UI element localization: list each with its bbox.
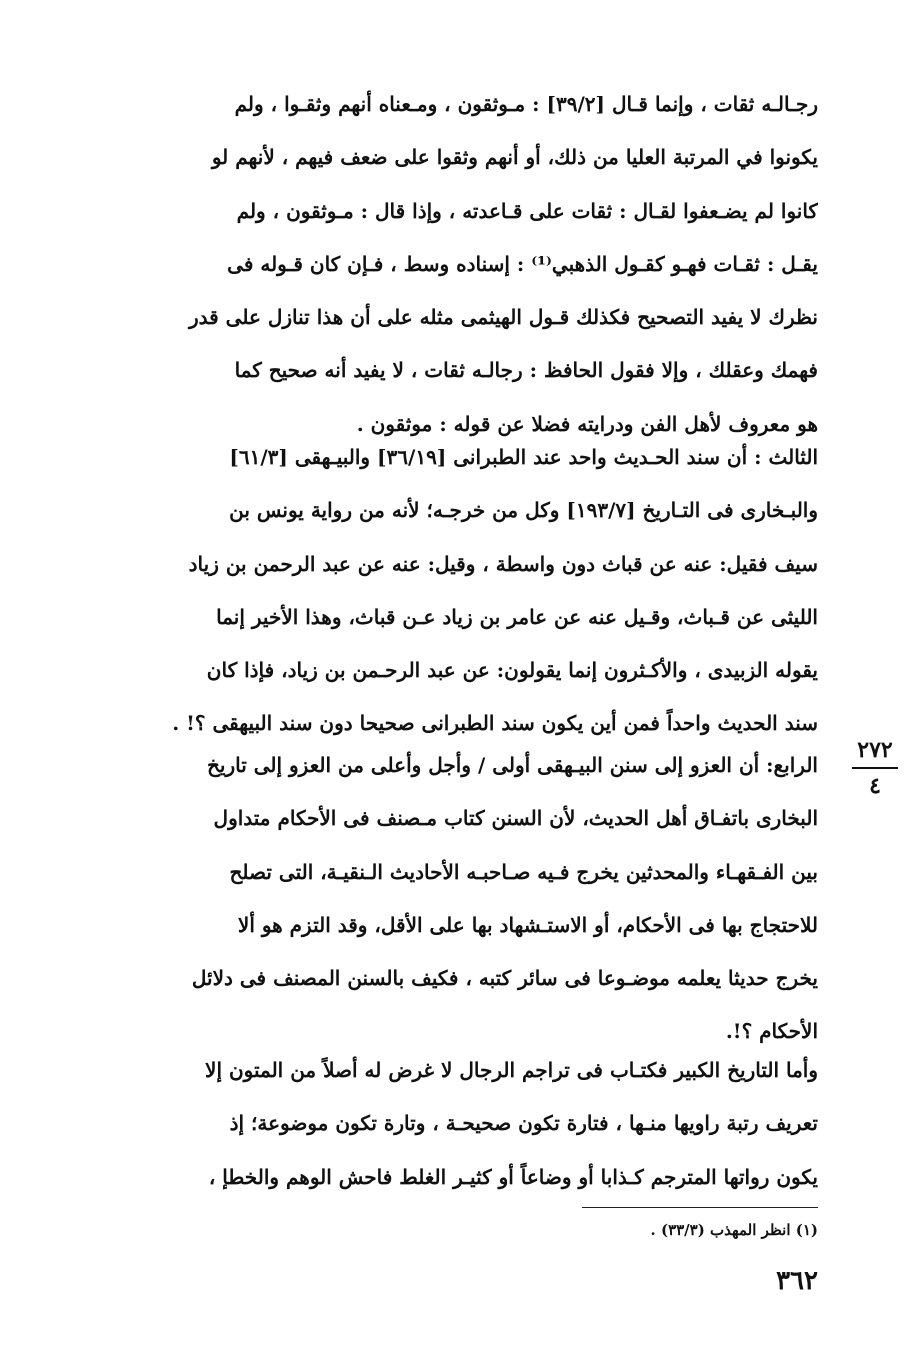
paragraph-3 bbox=[112, 739, 818, 1059]
text-line: هو معروف لأهل الفن ودرايته فضلا عن قوله : موثقون . bbox=[356, 411, 818, 436]
paragraph-4 bbox=[112, 1044, 818, 1204]
text-line: نظرك لا يفيد التصحيح فكذلك قـول الهيثمى مثله على أن هذا تنازل على قدر bbox=[188, 305, 818, 330]
text-line: سند الحديث واحداً فمن أين يكون سند الطبرانى صحيحا دون سند البيهقى ؟! . bbox=[172, 711, 818, 736]
text-line: الرابع: أن العزو إلى سنن البيـهقى أولى / وأجل وأعلى من العزو إلى تاريخ bbox=[206, 753, 818, 777]
text-line: والبـخارى فى التـاريخ [١٩٣/٧] وكل من خرجـه؛ لأنه من رواية يونس بن bbox=[229, 498, 818, 523]
text-line: يقوله الزبيدى ، والأكـثرون إنما يقولون: عن عبد الرحـمن بن زياد، فإذا كان bbox=[206, 658, 818, 683]
marker-rule bbox=[852, 767, 898, 769]
text-line: فهمك وعقلك ، وإلا فقول الحافظ : رجالـه ثقات ، لا يفيد أنه صحيح كما bbox=[234, 358, 818, 383]
footnote-divider bbox=[582, 1207, 818, 1208]
marker-number-top: ٢٧٢ bbox=[857, 737, 893, 763]
page-number: ٣٦٢ bbox=[776, 1266, 818, 1296]
text-line: الأحكام ؟!. bbox=[725, 1019, 818, 1044]
text-line: للاحتجاج بها فى الأحكام، أو الاستـشهاد بها على الأقل، وقد التزم هو ألا bbox=[237, 912, 818, 937]
text-line: يكون رواتها المترجم كـذابا أو وضاعاً أو كثيـر الغلط فاحش الوهم والخطإ ، bbox=[208, 1164, 818, 1189]
text-line: البخارى باتفـاق أهل الحديث، لأن السنن كتاب مـصنف فى الأحكام متداول bbox=[213, 806, 818, 831]
text-line: وأما التاريخ الكبير فكتـاب فى تراجم الرجال لا غرض له أصلاً من المتون إلا bbox=[205, 1058, 818, 1082]
footnote: (١) انظر المهذب (٣٣/٣) . bbox=[650, 1221, 818, 1239]
text-line: تعريف رتبة راويها منـها ، فتارة تكون صحيحـة ، وتارة تكون موضوعة؛ إذ bbox=[229, 1111, 818, 1136]
text-line: الثالث : أن سند الحـديث واحد عند الطبرانى [٣٦/١٩] والبيـهقى [٦١/٣] bbox=[229, 445, 818, 469]
text-line: يخرج حديثا يعلمه موضـوعا فى سائر كتبه ، فكيف بالسنن المصنف فى دلائل bbox=[191, 966, 818, 991]
paragraph-2 bbox=[112, 431, 818, 751]
text-line: يكونوا في المرتبة العليا من ذلك، أو أنهم وثقوا على ضعف فيهم ، لأنهم لو bbox=[211, 145, 818, 170]
text-line: يقـل : ثقـات فهـو كقـول الذهبي⁽¹⁾ : إسناده وسط ، فـإن كان قـوله فى bbox=[227, 251, 818, 276]
text-line: رجـالـه ثقات ، وإنما قـال [٣٩/٢] : مـوثقون ، ومـعناه أنهم وثقـوا ، ولم bbox=[234, 92, 818, 116]
text-line: كانوا لم يضـعفوا لقـال : ثقات على قـاعدته ، وإذا قال : مـوثقون ، ولم bbox=[236, 198, 818, 223]
text-line: بين الفـقهـاء والمحدثين يخرج فـيه صـاحبـه الأحاديث الـنقيـة، التى تصلح bbox=[229, 859, 818, 884]
text-line: سيف فقيل: عنه عن قباث دون واسطة ، وقيل: عنه عن عبد الرحمن بن زياد bbox=[188, 551, 818, 576]
manuscript-page-marker bbox=[850, 735, 900, 801]
text-line: الليثى عن قـباث، وقـيل عنه عن عامر بن زياد عـن قباث، وهذا الأخير إنما bbox=[216, 604, 818, 629]
paragraph-1 bbox=[112, 78, 818, 451]
marker-number-bottom: ٤ bbox=[869, 773, 881, 799]
